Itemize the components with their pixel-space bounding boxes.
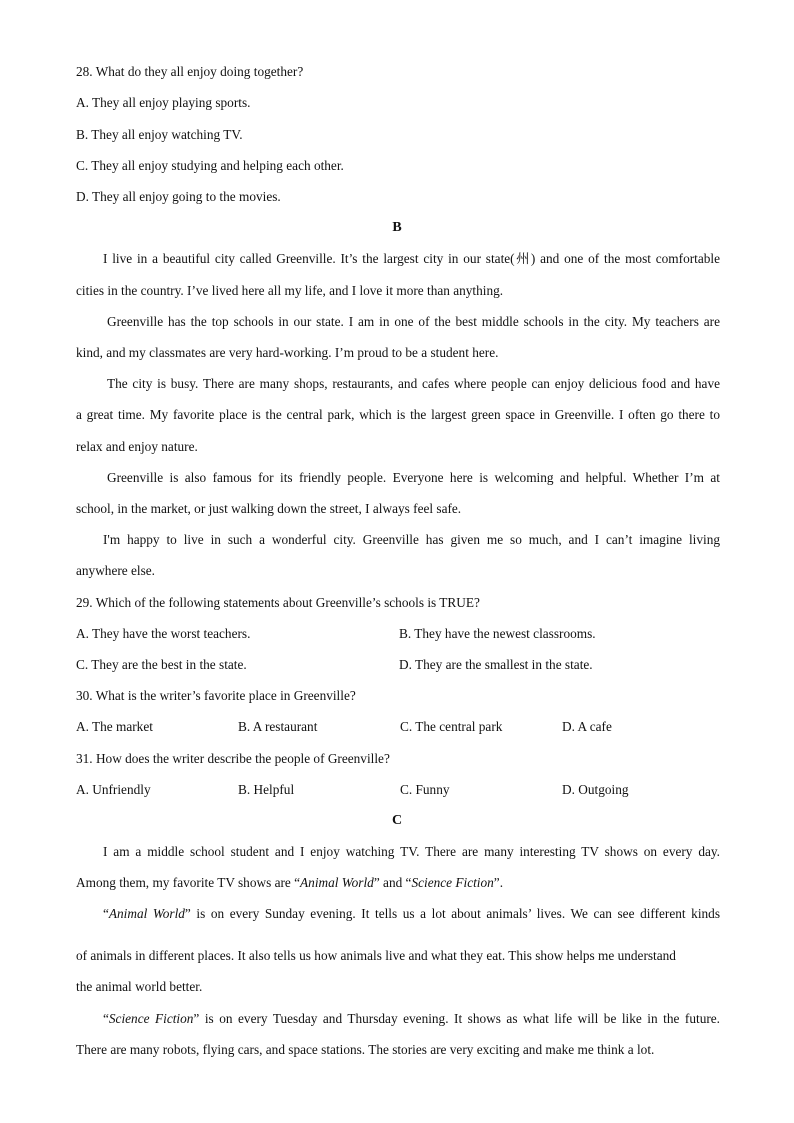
q28-option-d: D. They all enjoy going to the movies. xyxy=(76,189,281,204)
q29-option-b: B. They have the newest classrooms. xyxy=(399,626,596,641)
text-run: ”. xyxy=(493,875,504,890)
q30-option-d: D. A cafe xyxy=(562,719,612,734)
q29-question: 29. Which of the following statements about Greenville’s schools is TRUE? xyxy=(76,595,480,610)
q28-option-b: B. They all enjoy watching TV. xyxy=(76,127,243,142)
show-title: Science Fiction xyxy=(411,875,494,890)
show-title: Animal World xyxy=(300,875,374,890)
text-run: “ xyxy=(103,1011,109,1026)
q28-option-c: C. They all enjoy studying and helping each other. xyxy=(76,158,344,173)
passage-b-line: a great time. My favorite place is the central park, which is the largest green space in Greenville. I often go there to xyxy=(76,407,720,422)
q28-question: 28. What do they all enjoy doing together? xyxy=(76,64,304,79)
q31-option-a: A. Unfriendly xyxy=(76,782,151,797)
passage-c-line: I am a middle school student and I enjoy watching TV. There are many interesting TV shows on every day. xyxy=(103,844,720,859)
show-title: Animal World xyxy=(108,906,185,921)
q29-option-d: D. They are the smallest in the state. xyxy=(399,657,593,672)
section-b-heading: B xyxy=(392,220,402,235)
text-run: ” is on every Tuesday and Thursday evening. It shows as what life will be like in the future. xyxy=(193,1011,720,1026)
q30-option-c: C. The central park xyxy=(400,719,503,734)
passage-b-line: The city is busy. There are many shops, restaurants, and cafes where people can enjoy delicious food and have xyxy=(107,376,720,391)
q29-option-a: A. They have the worst teachers. xyxy=(76,626,251,641)
passage-b-line: kind, and my classmates are very hard-working. I’m proud to be a student here. xyxy=(76,345,499,360)
passage-c-line xyxy=(76,873,720,893)
text-run: ” and “ xyxy=(373,875,412,890)
q29-option-c: C. They are the best in the state. xyxy=(76,657,247,672)
passage-c-line: There are many robots, flying cars, and space stations. The stories are very exciting and make me think a lot. xyxy=(76,1042,655,1057)
passage-b-line: relax and enjoy nature. xyxy=(76,439,198,454)
q30-option-a: A. The market xyxy=(76,719,153,734)
passage-b-line: Greenville is also famous for its friendly people. Everyone here is welcoming and helpful. Whether I’m at xyxy=(107,470,720,485)
q31-option-c: C. Funny xyxy=(400,782,450,797)
passage-c-line xyxy=(103,904,720,924)
q31-question: 31. How does the writer describe the people of Greenville? xyxy=(76,751,390,766)
passage-c-line: of animals in different places. It also tells us how animals live and what they eat. This show helps me understand xyxy=(76,948,676,963)
text-run: Among them, my favorite TV shows are “ xyxy=(76,875,301,890)
passage-b-line: I'm happy to live in such a wonderful city. Greenville has given me so much, and I can’t imagine living xyxy=(103,532,720,547)
section-c-heading: C xyxy=(391,813,403,828)
q30-question: 30. What is the writer’s favorite place in Greenville? xyxy=(76,688,356,703)
text-run: ” is on every Sunday evening. It tells us a lot about animals’ lives. We can see different kinds xyxy=(184,906,720,921)
show-title: Science Fiction xyxy=(108,1011,194,1026)
q28-option-a: A. They all enjoy playing sports. xyxy=(76,95,251,110)
passage-b-line: anywhere else. xyxy=(76,563,156,578)
text-run: “ xyxy=(103,906,109,921)
passage-b-line: school, in the market, or just walking down the street, I always feel safe. xyxy=(76,501,462,516)
passage-b-line: cities in the country. I’ve lived here all my life, and I love it more than anything. xyxy=(76,283,504,298)
passage-b-line: I live in a beautiful city called Greenville. It’s the largest city in our state(州) and one of the most comfortable xyxy=(103,251,720,266)
passage-c-line xyxy=(103,1009,720,1029)
q30-option-b: B. A restaurant xyxy=(238,719,318,734)
passage-b-line: Greenville has the top schools in our state. I am in one of the best middle schools in the city. My teachers are xyxy=(107,314,720,329)
q31-option-b: B. Helpful xyxy=(238,782,295,797)
q31-option-d: D. Outgoing xyxy=(562,782,629,797)
passage-c-line: the animal world better. xyxy=(76,979,203,994)
